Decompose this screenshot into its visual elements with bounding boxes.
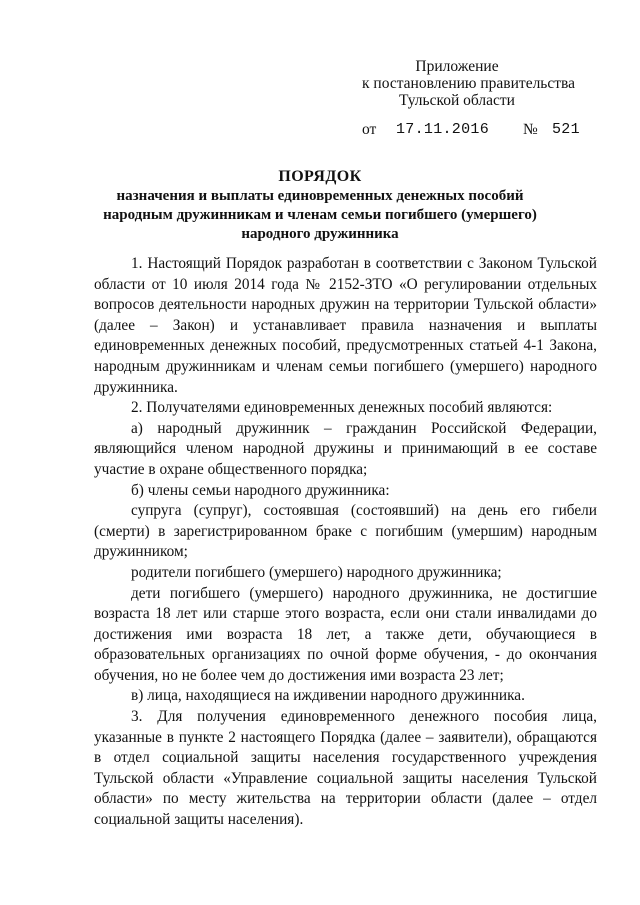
paragraph-spouse: супруга (супруг), состоявшая (состоявший) на день его гибели (смерти) в зарегистрированном браке с погибшим (умершим) народным дружинником; [94,502,597,561]
subtitle-line-2: народным дружинникам и членам семьи погибшего (умершего) [103,207,537,223]
paragraph-parents: родители погибшего (умершего) народного дружинника; [131,563,502,581]
appendix-header [362,58,576,109]
appendix-line-1: Приложение [415,58,499,75]
subtitle-line-3: народного дружинника [241,226,399,242]
document-subtitle [80,187,560,244]
dateline-from-label: от [362,121,377,138]
paragraph-2c: в) лица, находящиеся на иждивении народного дружинника. [131,687,525,705]
paragraph-2: 2. Получателями единовременных денежных пособий являются: [131,399,553,417]
resolution-date: 17.11.2016 [396,121,490,138]
appendix-line-3: Тульской области [399,92,515,109]
paragraph-2b: б) члены семьи народного дружинника: [131,481,390,499]
paragraph-3: 3. Для получения единовременного денежного пособия лица, указанные в пункте 2 настоящего Порядка (далее – заявители), обращаются в отдел социальной защиты населения государственного учреждения Тульской области «Управление социальной защиты населения Тульской области» по месту жительства на территории области (далее – отдел социальной защиты населения). [94,708,597,829]
appendix-line-2: к постановлению правительства [362,75,576,92]
resolution-number: 521 [552,121,580,138]
number-sign: № [523,121,538,138]
document-title: ПОРЯДОК [278,168,362,185]
paragraph-1: 1. Настоящий Порядок разработан в соответствии с Законом Тульской области от 10 июля 2014 года № 2152-ЗТО «О регулировании отдельных вопросов деятельности народных дружин на территории Тульской области» (далее – Закон) и устанавливает правила назначения и выплаты единовременных денежных пособий, предусмотренных статьей 4-1 Закона, народным дружинникам и членам семьи погибшего (умершего) народного дружинника. [94,255,597,396]
subtitle-line-1: назначения и выплаты единовременных денежных пособий [116,188,524,204]
paragraph-2a: а) народный дружинник – гражданин Российской Федерации, являющийся членом народной дружины и принимающий в ее составе участие в охране общественного порядка; [94,419,597,478]
paragraph-children: дети погибшего (умершего) народного дружинника, не достигшие возраста 18 лет или старше этого возраста, если они стали инвалидами до достижения ими возраста 18 лет, а также дети, обучающиеся в образовательных организациях по очной форме обучения, - до окончания обучения, но не более чем до достижения ими возраста 23 лет; [94,584,597,684]
document-body [94,254,597,831]
